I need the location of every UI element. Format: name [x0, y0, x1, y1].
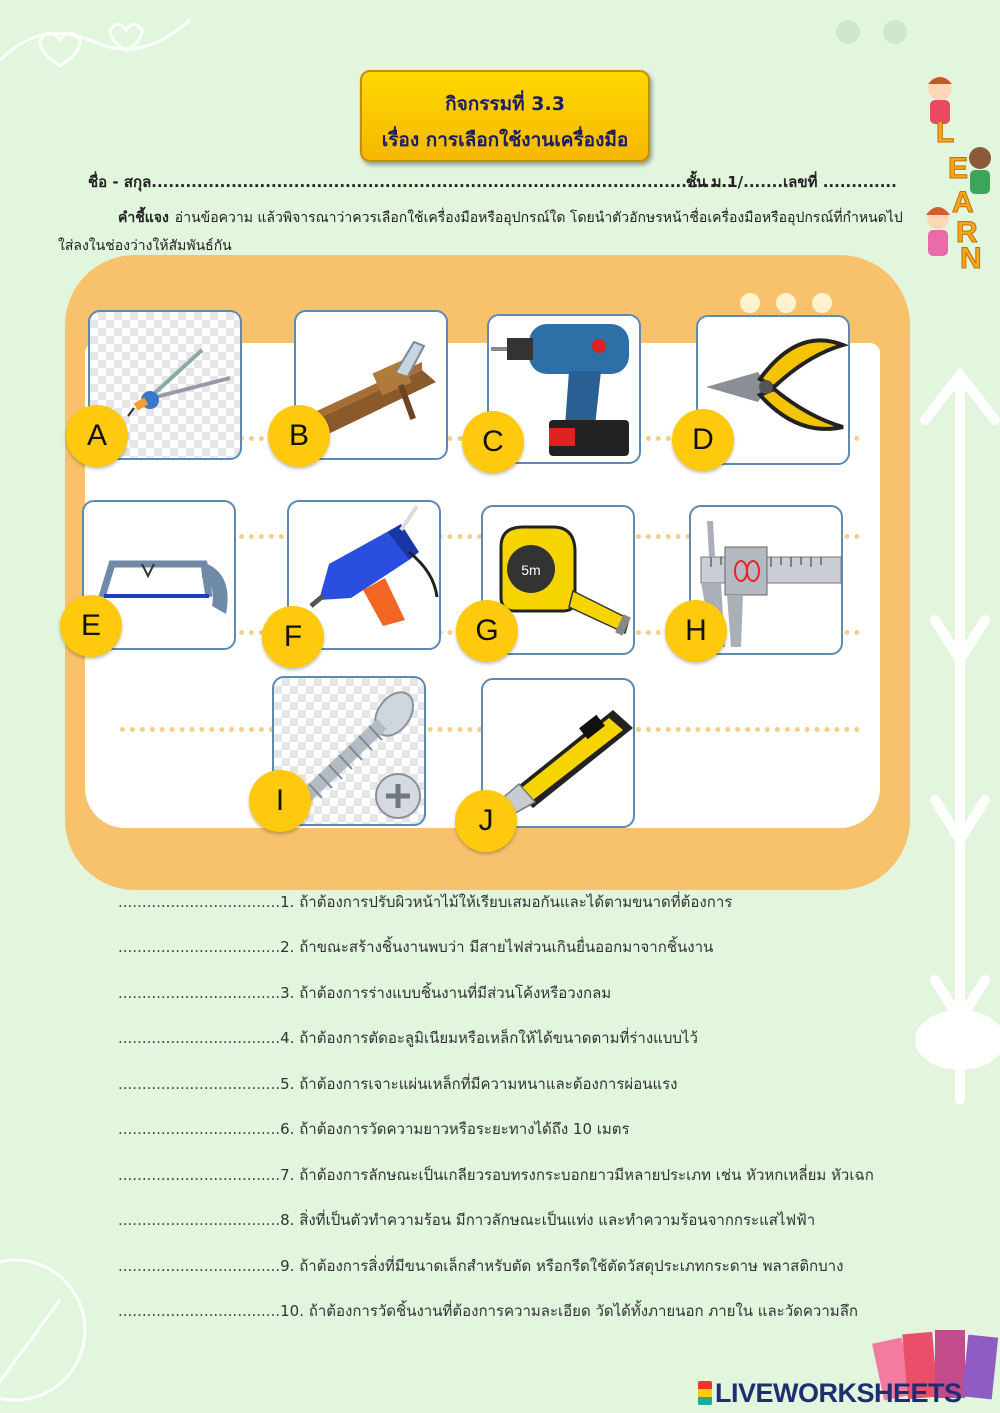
tool-letter-d: D	[672, 409, 734, 471]
learn-letter: R	[956, 216, 978, 249]
learn-letter: N	[960, 242, 982, 270]
learn-letter: A	[952, 186, 974, 219]
answer-blank[interactable]: ..................................	[118, 1029, 281, 1047]
tape-label: 5m	[521, 562, 541, 578]
title-box	[360, 70, 650, 162]
learn-letter: E	[948, 152, 969, 185]
frame-dots	[740, 293, 848, 317]
question-text: 5. ถ้าต้องการเจาะแผ่นเหล็กที่มีความหนาและต้องการผ่อนแรง	[280, 1075, 678, 1093]
question-text: 6. ถ้าต้องการวัดความยาวหรือระยะทางได้ถึง 10 เมตร	[280, 1120, 630, 1138]
question-text: 8. สิ่งที่เป็นตัวทำความร้อน มีกาวลักษณะเป็นแท่ง และทำความร้อนจากกระแสไฟฟ้า	[280, 1211, 816, 1229]
tool-letter-h: H	[665, 600, 727, 662]
question-text: 3. ถ้าต้องการร่างแบบชิ้นงานที่มีส่วนโค้งหรือวงกลม	[280, 984, 612, 1002]
tool-letter-f: F	[262, 606, 324, 668]
instructions-text: อ่านข้อความ แล้วพิจารณาว่าควรเลือกใช้เครื่องมือหรืออุปกรณ์ใด โดยนำตัวอักษรหน้าชื่อเครื่องมือหรืออุปกรณ์ที่กำหนดไปใส่ลงในช่องว่างให้สัมพันธ์กัน	[58, 210, 903, 254]
answer-blank[interactable]: ..................................	[118, 893, 281, 911]
answer-blank[interactable]: ..................................	[118, 1302, 281, 1320]
question-text: 7. ถ้าต้องการลักษณะเป็นเกลียวรอบทรงกระบอกยาวมีหลายประเภท เช่น หัวหกเหลี่ยม หัวเฉก	[280, 1166, 874, 1184]
question-text: 1. ถ้าต้องการปรับผิวหน้าไม้ให้เรียบเสมอกันและได้ตามขนาดที่ต้องการ	[280, 893, 733, 911]
answer-blank[interactable]: ..................................	[118, 1211, 281, 1229]
question-text: 2. ถ้าขณะสร้างชิ้นงานพบว่า มีสายไฟส่วนเกินยื่นออกมาจากชิ้นงาน	[280, 938, 714, 956]
name-field[interactable]: ชื่อ - สกุล......................................................................................................	[88, 173, 733, 191]
student-info-line	[88, 170, 897, 194]
class-number-field[interactable]: ชั้น ม.1/.......เลขที่ .............	[686, 173, 897, 191]
question-text: 10. ถ้าต้องการวัดชิ้นงานที่ต้องการความละเอียด วัดได้ทั้งภายนอก ภายใน และวัดความลึก	[280, 1302, 858, 1320]
answer-blank[interactable]: ..................................	[118, 1120, 281, 1138]
learn-letter: L	[936, 116, 955, 149]
answer-blank[interactable]: ..................................	[118, 938, 281, 956]
title-line-1: กิจกรรมที่ 3.3	[445, 93, 565, 115]
question-text: 9. ถ้าต้องการสิ่งที่มีขนาดเล็กสำหรับตัด หรือกรีดใช้ตัดวัสดุประเภทกระดาษ พลาสติกบาง	[280, 1257, 844, 1275]
question-item	[118, 1208, 815, 1232]
question-item	[118, 1299, 858, 1323]
tool-letter-i: I	[249, 770, 311, 832]
question-item	[118, 1163, 874, 1187]
tool-letter-j: J	[455, 790, 517, 852]
liveworksheets-logo[interactable]	[698, 1378, 962, 1409]
instructions	[58, 204, 918, 260]
question-item	[118, 935, 713, 959]
tool-letter-b: B	[268, 405, 330, 467]
title-line-2: เรื่อง การเลือกใช้งานเครื่องมือ	[381, 129, 629, 151]
tool-letter-e: E	[60, 595, 122, 657]
answer-blank[interactable]: ..................................	[118, 984, 281, 1002]
answer-blank[interactable]: ..................................	[118, 1166, 281, 1184]
question-text: 4. ถ้าต้องการตัดอะลูมิเนียมหรือเหล็กให้ได้ขนาดตามที่ร่างแบบไว้	[280, 1029, 698, 1047]
question-item	[118, 981, 611, 1005]
tool-letter-a: A	[66, 405, 128, 467]
tool-letter-g: G	[456, 600, 518, 662]
instructions-heading: คำชี้แจง	[118, 210, 169, 226]
logo-mark-icon	[698, 1381, 712, 1405]
question-item	[118, 1026, 698, 1050]
question-item	[118, 1117, 630, 1141]
tool-letter-c: C	[462, 411, 524, 473]
learn-kids-decoration	[918, 70, 998, 270]
question-item	[118, 890, 732, 914]
logo-text: LIVEWORKSHEETS	[715, 1378, 962, 1408]
answer-blank[interactable]: ..................................	[118, 1257, 281, 1275]
question-item	[118, 1072, 678, 1096]
answer-blank[interactable]: ..................................	[118, 1075, 281, 1093]
question-item	[118, 1254, 843, 1278]
